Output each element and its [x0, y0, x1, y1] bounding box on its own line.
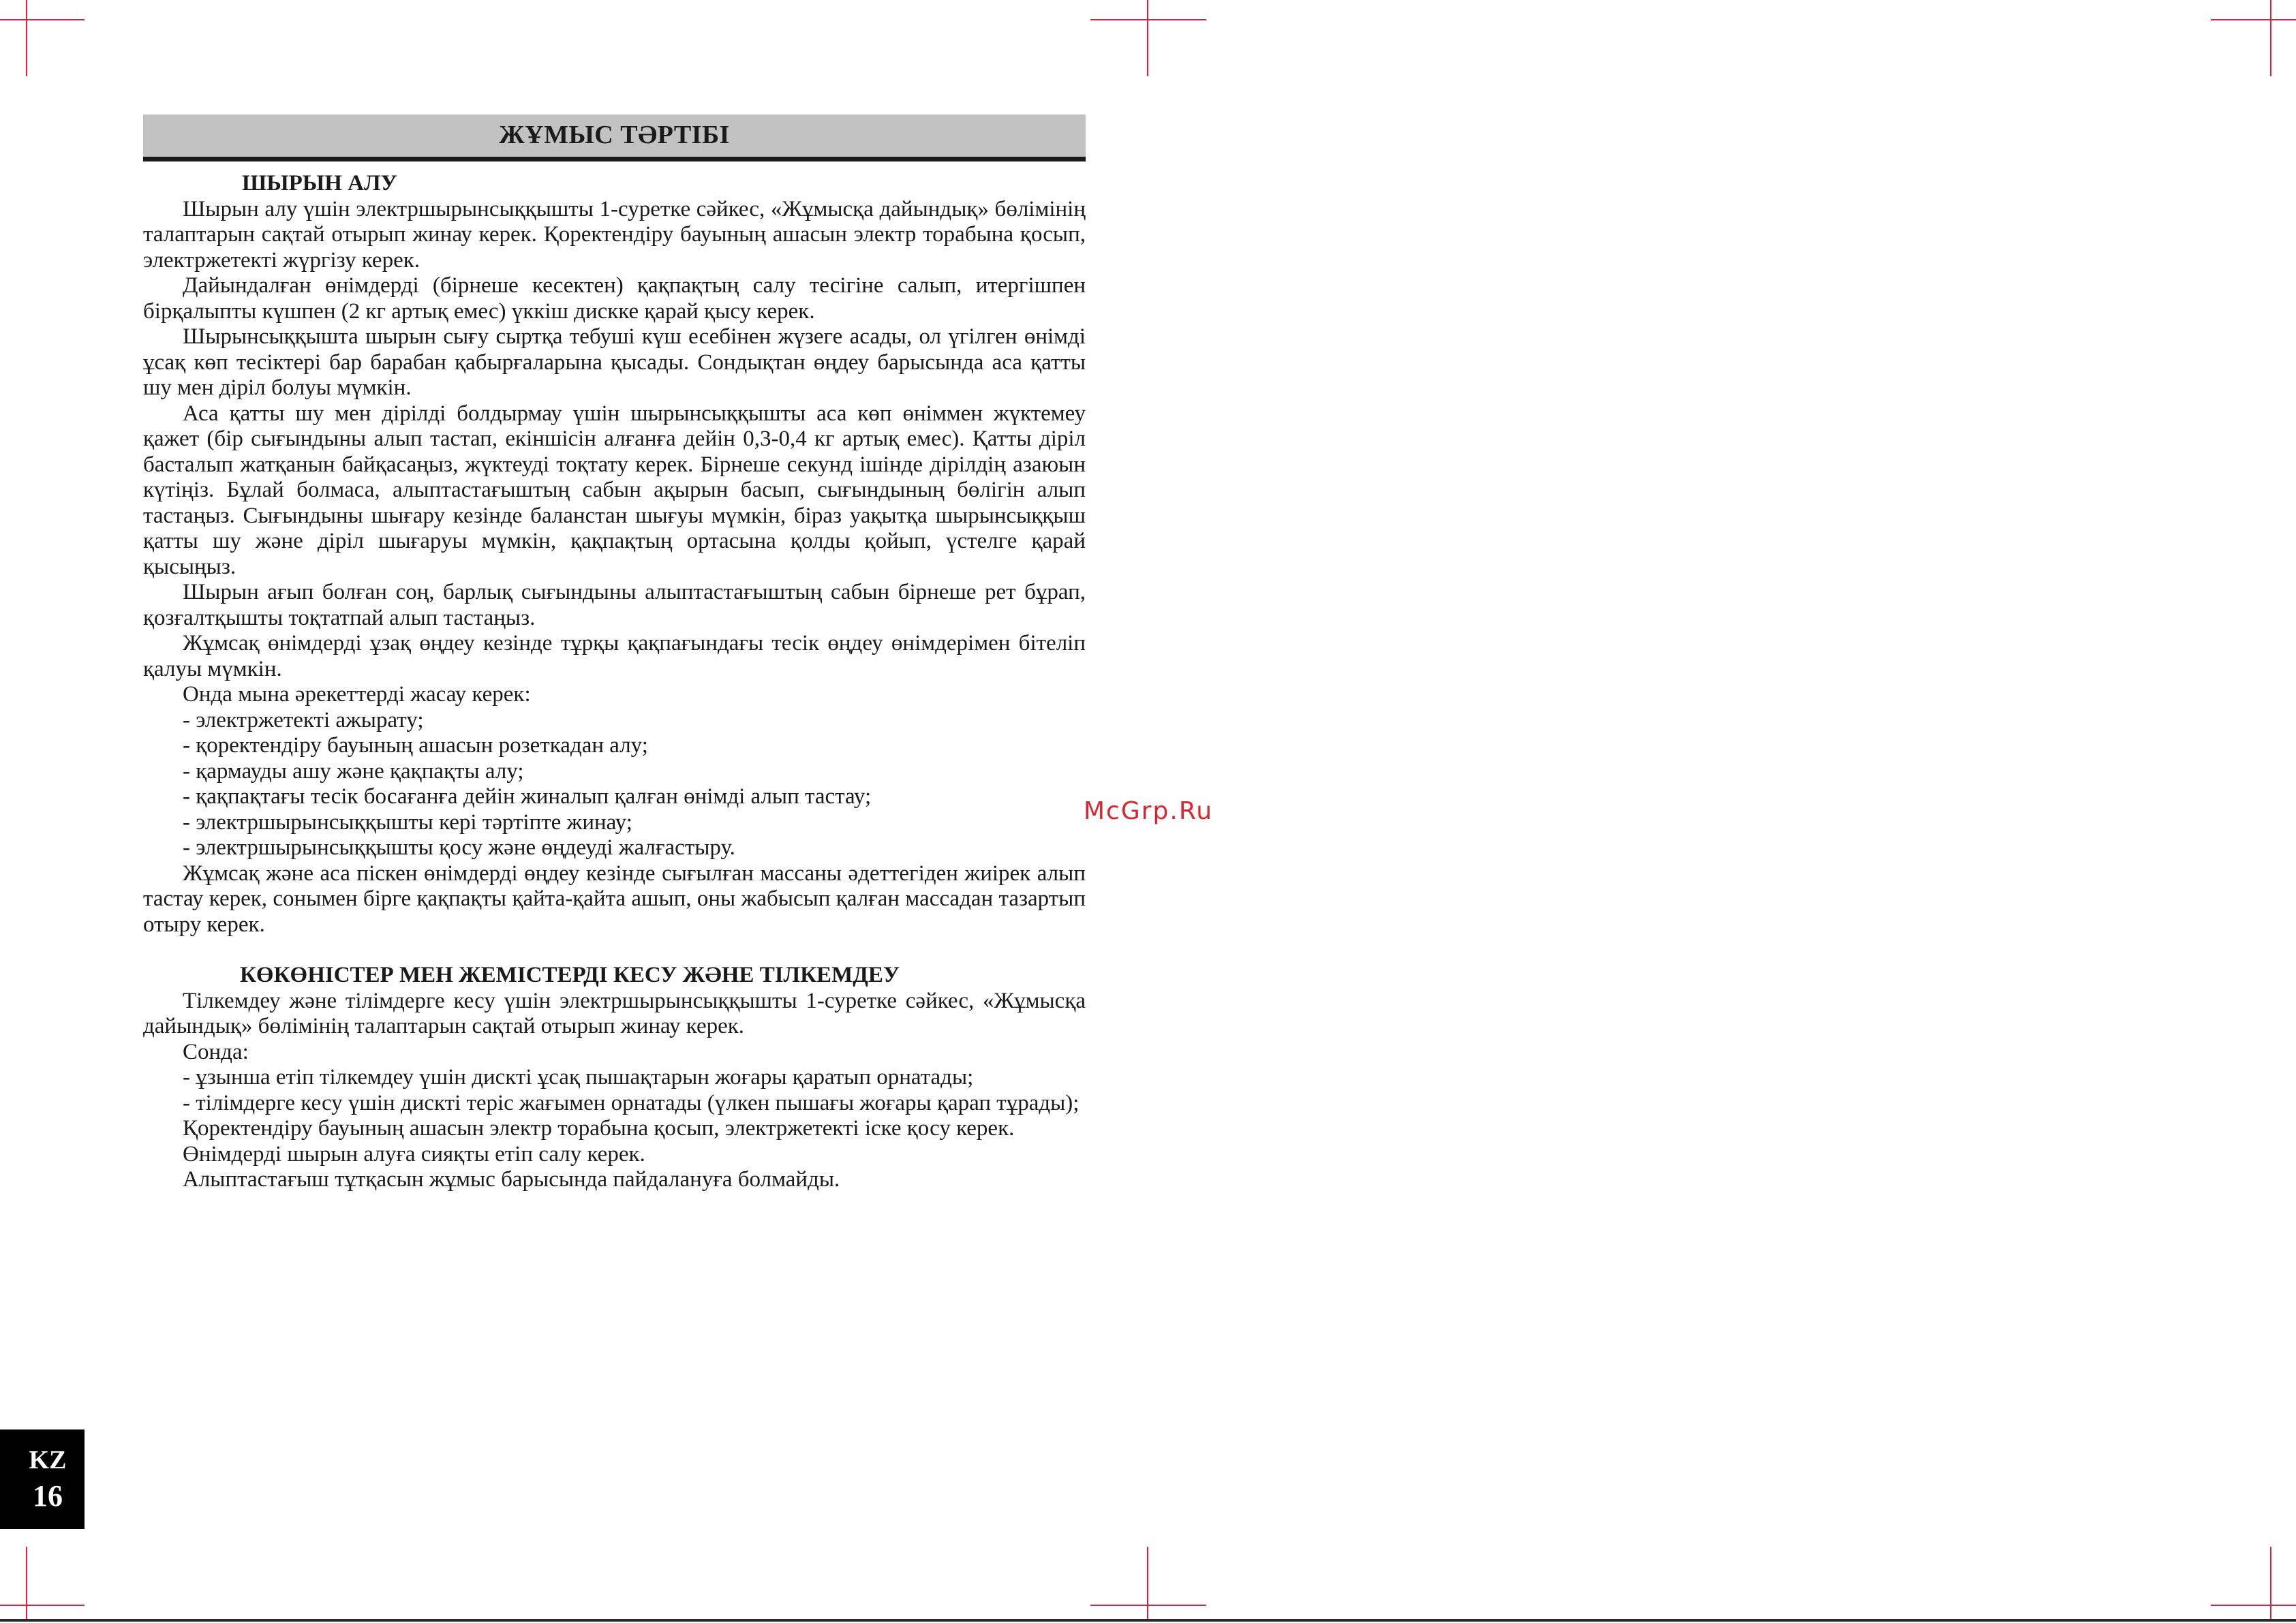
paragraph: Онда мына әрекеттерді жасау керек: — [183, 682, 531, 707]
paragraph: Жұмсақ және аса піскен өнімдерді өңдеу кезінде сығылған массаны әдеттегіден жиірек алып тастау керек, сонымен бірге қақпақты қайта-қайта ашып, оны жабысып қалған массадан тазартып отыру керек. — [143, 861, 1086, 937]
paragraph: Шырын алу үшін электршырынсыққышты 1-суретке сәйкес, «Жұмысқа дайындық» бөлімінің талаптарын сақтай отырып жинау керек. Қоректендіру бауының ашасын электр торабына қосып, электржетекті жүргізу керек. — [143, 196, 1086, 273]
crop-mark — [2270, 0, 2271, 76]
list-item: - электржетекті ажырату; — [183, 707, 424, 732]
list-item: - тілімдерге кесу үшін дискті теріс жағымен орнатады (үлкен пышағы жоғары қарап тұрады); — [183, 1090, 1080, 1115]
list-item: - ұзынша етіп тілкемдеу үшін дискті ұсақ пышақтарын жоғары қаратып орнатады; — [183, 1065, 974, 1089]
paragraph: Өнімдерді шырын алуға сияқты етіп салу керек. — [183, 1141, 645, 1166]
crop-mark — [26, 1547, 27, 1619]
list-item: - қармауды ашу және қақпақты алу; — [183, 758, 524, 784]
bottom-rule — [0, 1619, 2296, 1622]
paragraph: Дайындалған өнімдерді (бірнеше кесектен) қақпақтың салу тесігіне салып, итергішпен бірқалыпты күшпен (2 кг артық емес) үккіш дискке қарай қысу керек. — [143, 273, 1086, 324]
paragraph: Аса қатты шу мен дірілді болдырмау үшін шырынсыққышты аса көп өніммен жүктемеу қажет (бір сығындыны алып тастап, екіншісін алғанға дейін 0,3-0,4 кг артық емес). Қатты діріл басталып жатқанын байқасаңыз, жүктеуді тоқтату керек. Бірнеше секунд ішінде дірілдің азаюын күтіңіз. Бұлай болмаса, алыптастағыштың сабын ақырын басып, сығындының бөлігін алып тастаңыз. Сығындыны шығару кезінде баланстан шығуы мүмкін, біраз уақытқа шырынсыққыш қатты шу және діріл шығаруы мүмкін, қақпақтың ортасына қолды қойып, үстелге қарай қысыңыз. — [143, 401, 1086, 579]
paragraph: Жұмсақ өнімдерді ұзақ өңдеу кезінде тұрқы қақпағындағы тесік өңдеу өнімдерімен бітеліп қалуы мүмкін. — [143, 631, 1086, 681]
crop-mark — [0, 1605, 85, 1606]
paragraph: Сонда: — [183, 1039, 249, 1064]
crop-mark — [26, 0, 27, 76]
paragraph: Қоректендіру бауының ашасын электр торабына қосып, электржетекті іске қосу керек. — [183, 1116, 1015, 1141]
paragraph: Шырынсыққышта шырын сығу сыртқа тебуші күш есебінен жүзеге асады, ол үгілген өнімді ұсақ көп тесіктері бар барабан қабырғаларына қысады. Сондықтан өңдеу барысында аса қатты шу мен діріл болуы мүмкін. — [143, 324, 1086, 400]
crop-mark — [1147, 0, 1148, 76]
crop-mark — [2270, 1547, 2271, 1619]
crop-mark — [1090, 1605, 1206, 1606]
section-heading-slicing: КӨКӨНІСТЕР МЕН ЖЕМІСТЕРДІ КЕСУ ЖӘНЕ ТІЛКЕМДЕУ — [240, 963, 900, 987]
watermark: McGrp.Ru — [1084, 797, 1214, 825]
crop-mark — [2211, 19, 2296, 20]
list-item: - электршырынсыққышты кері тәртіпте жинау; — [183, 809, 632, 835]
paragraph: Шырын ағып болған соң, барлық сығындыны алыптастағыштың сабын бірнеше рет бұрап, қозғалтқышты тоқтатпай алып тастаңыз. — [143, 580, 1086, 630]
page-number: 16 — [33, 1479, 63, 1513]
crop-mark — [0, 19, 85, 20]
list-item: - электршырынсыққышты қосу және өңдеуді жалғастыру. — [183, 835, 735, 860]
paragraph: Тілкемдеу және тілімдерге кесу үшін электршырынсыққышты 1-суретке сәйкес, «Жұмысқа дайындық» бөлімінің талаптарын сақтай отырып жинау керек. — [143, 988, 1086, 1038]
page-title: ЖҰМЫС ТӘРТІБІ — [143, 114, 1086, 161]
page-content — [143, 114, 1086, 1193]
paragraph: Алыптастағыш тұтқасын жұмыс барысында пайдалануға болмайды. — [183, 1167, 840, 1192]
list-item: - қақпақтағы тесік босағанға дейін жиналып қалған өнімді алып тастау; — [183, 784, 872, 809]
page-number-tab — [0, 1429, 85, 1529]
crop-mark — [1090, 19, 1206, 20]
section-heading-juice: ШЫРЫН АЛУ — [242, 171, 397, 196]
crop-mark — [2211, 1605, 2296, 1606]
language-code: KZ — [29, 1446, 67, 1474]
list-item: - қоректендіру бауының ашасын розеткадан алу; — [183, 733, 648, 758]
crop-mark — [1147, 1547, 1148, 1619]
